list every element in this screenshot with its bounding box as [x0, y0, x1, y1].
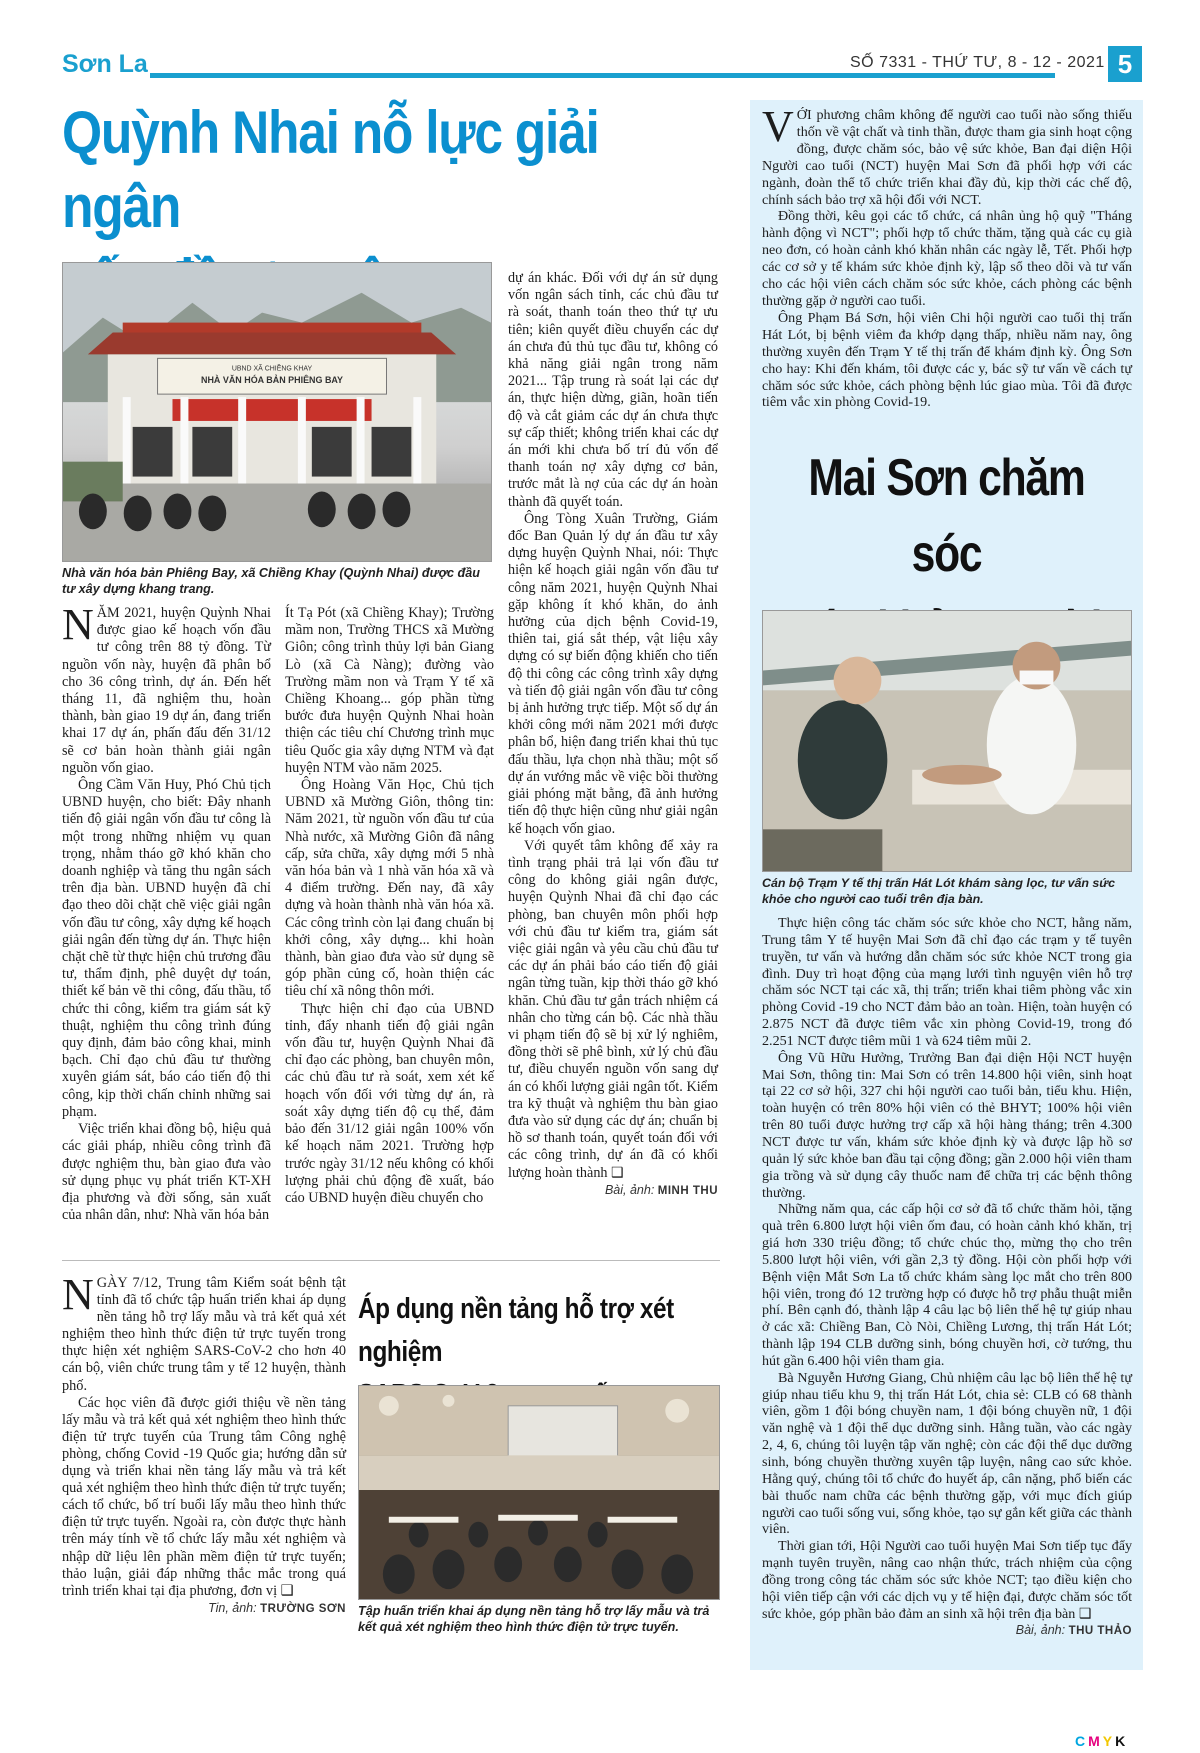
article3-byline: Bài, ảnh: THU THẢO [1015, 1623, 1132, 1638]
paragraph: Thời gian tới, Hội Người cao tuổi huyện Mai Sơn tiếp tục đẩy mạnh tuyên truyền, nâng cao nhận thức, trách nhiệm của cộng đồng trong công tác chăm sóc sức khỏe NCT; tạo điều kiện cho hội viên tiếp cận với các dịch vụ y tế hiện đại, được chăm sóc tốt sức khỏe, góp phần bảo đảm an sinh xã hội trên địa bàn ❑ [762, 1538, 1132, 1622]
paragraph: Ông Tòng Xuân Trường, Giám đốc Ban Quản lý dự án đầu tư xây dựng huyện Quỳnh Nhai, nói: Thực hiện kế hoạch giải ngân vốn đầu tư công năm 2021, huyện Quỳnh Nhai gặp không ít khó khăn, do ảnh hưởng của dịch bệnh Covid-19, thiên tai, giá sắt thép, vật liệu xây dựng có sự biến động khiến cho tiến độ thi công các công trình xây dựng và tiến độ giải ngân vốn đầu tư công bị ảnh hưởng trực tiếp. Một số dự án khởi công mới năm 2021 mới được phân bổ, hiện đang triển khai thủ tục đấu thầu, lựa chọn nhà thầu; một số dự án vướng mắc về việc bồi thường giải phóng mặt bằng, đã ảnh hưởng tiến độ thực hiện cũng như giải ngân kế hoạch vốn giao. [508, 510, 718, 837]
article2-caption: Tập huấn triển khai áp dụng nền tảng hỗ trợ lấy mẫu và trả kết quả xét nghiệm theo hình thức điện tử trực tuyến. [358, 1604, 710, 1634]
paragraph: Ông Phạm Bá Sơn, hội viên Chi hội người cao tuổi thị trấn Hát Lót, bị bệnh viêm đa khớp dạng thấp, nhiều năm nay, ông thường xuyên đến Trạm Y tế thị trấn để khám định kỳ. Ông Sơn cho hay: Khi đến khám, tôi được các y, bác sỹ tư vấn về cách tự chăm sóc sức khỏe, cách phòng bệnh lúc giao mùa. Tôi đã được tiêm vắc xin phòng Covid-19. [762, 309, 1132, 411]
paragraph: VỚI phương châm không để người cao tuổi nào sống thiếu thốn về vật chất và tinh thần, được tham gia sinh hoạt cộng đồng, được chăm sóc, bảo vệ sức khỏe, Ban đại diện Hội Người cao tuổi (NCT) huyện Mai Sơn đã phối hợp với các ngành, đoàn thể tổ chức triển khai đầy đủ, kịp thời các chế độ, chính sách bảo trợ xã hội đối với NCT. [762, 102, 1132, 208]
drop-cap: N [62, 1270, 94, 1319]
article3-caption: Cán bộ Trạm Y tế thị trấn Hát Lót khám sàng lọc, tư vấn sức khỏe cho người cao tuổi trên địa bàn. [762, 876, 1116, 906]
paragraph: Đồng thời, kêu gọi các tổ chức, cá nhân ủng hộ quỹ "Tháng hành động vì NCT"; phối hợp tổ chức thăm, tặng quà các cụ già neo đơn, có hoàn cảnh khó khăn nhân các ngày lễ, Tết. Phối hợp các cơ sở y tế khám sức khỏe định kỳ, lập sổ theo dõi và tư vấn cho các hội viên cách chăm sóc sức khỏe, cách phòng các bệnh thường gặp ở người cao tuổi. [762, 208, 1132, 309]
paragraph: Ít Tạ Pót (xã Chiềng Khay); Trường mầm non, Trường THCS xã Mường Giôn; công trình thủy lợi bản Giang Lò (xã Cà Nàng); đường vào Trường mầm non và Trạm Y tế xã Chiềng Khoang... góp phần từng bước đưa huyện Quỳnh Nhai hoàn thiện các tiêu chí Chương trình mục tiêu Quốc gia xây dựng NTM và đạt huyện NTM vào năm 2025. [285, 605, 494, 776]
article2-body [62, 1270, 346, 1618]
cmyk-k: K [1115, 1733, 1129, 1749]
cultural-house-image [63, 263, 491, 561]
section-name: Sơn La [62, 50, 148, 78]
headline-line: Áp dụng nền tảng hỗ trợ xét nghiệm [358, 1293, 674, 1368]
story-divider [62, 1260, 720, 1261]
cmyk-y: Y [1102, 1733, 1116, 1749]
article1-column-2 [285, 605, 494, 1207]
paragraph: Các học viên đã được giới thiệu về nền tảng lấy mẫu và trả kết quả xét nghiệm theo hình thức điện tử trực tuyến của Trung tâm Công nghệ phòng, chống Covid -19 Quốc gia; hướng dẫn sử dụng và triển khai nền tảng lấy mẫu và trả kết quả xét nghiệm theo hình thức điện tử trực tuyến; cách tổ chức, bố trí buổi lấy mẫu theo hình thức điện tử trực tuyến. Ngoài ra, còn được thực hành trên máy tính về tổ chức lấy mẫu xét nghiệm và nhập dữ liệu lên phần mềm điện tử trực tuyến; thảo luận, giải đáp những thắc mắc trong quá trình triển khai tại địa phương, đơn vị ❑ [62, 1394, 346, 1599]
headline-line: Quỳnh Nhai nỗ lực giải ngân [62, 99, 599, 240]
issue-info: SỐ 7331 - THỨ TƯ, 8 - 12 - 2021 [850, 54, 1105, 71]
paragraph: Ông Vũ Hữu Hưởng, Trưởng Ban đại diện Hội NCT huyện Mai Sơn, thông tin: Mai Sơn có trên 14.800 hội viên, sinh hoạt tại 22 cơ sở hội, 327 chi hội người cao tuổi bản, tiểu khu. Hiện, toàn huyện có trên 80% hội viên có thẻ BHYT; 100% hội viên trên 80 tuổi được hưởng trợ cấp xã hội hàng tháng; trên 4.300 NCT được tư vấn, khám sức khỏe định kỳ và được lập hồ sơ quản lý sức khỏe ban đầu tại cộng đồng; gần 2.000 hội viên tham gia trồng và sử dụng cây thuốc nam để chữa trị các bệnh thông thường. [762, 1049, 1132, 1201]
article2-photo [358, 1385, 720, 1600]
paragraph: Những năm qua, các cấp hội cơ sở đã tổ chức thăm hỏi, tặng quà trên 6.800 lượt hội viên ốm đau, có hoàn cảnh khó khăn, trị giá hơn 330 triệu đồng; tổ chức chúc thọ, mừng thọ cho trên 5.800 lượt hội viên, với gần 2,3 tỷ đồng. Hội còn phối hợp với Bệnh viện Mắt Sơn La tổ chức khám sàng lọc mắt cho trên 800 hội viên, trong đó 12 trường hợp có được hỗ trợ phẫu thuật miễn phí. Bên cạnh đó, thành lập 4 câu lạc bộ liên thế hệ tự giúp nhau ở các xã: Chiềng Ban, Cò Nòi, Chiềng Lương, thị trấn Hát Lót; thành lập 194 CLB dưỡng sinh, bóng chuyền hơi, cờ tướng, thu hút gần 6.400 hội viên tham gia. [762, 1201, 1132, 1369]
training-hall-image [359, 1386, 719, 1599]
paragraph: Bà Nguyễn Hương Giang, Chủ nhiệm câu lạc bộ liên thế hệ tự giúp nhau tiểu khu 9, thị trấn Hát Lót, chia sẻ: CLB có 68 thành viên, gồm 1 đội bóng chuyền nam, 1 đội bóng chuyền nữ, 1 đội văn nghệ và 1 đội thể dục dưỡng sinh. Hằng tuần, vào các ngày 2, 4, 6, chúng tôi luyện tập văn nghệ; còn các đội thể dục dưỡng sinh, bóng chuyền thường xuyên tập luyện, nâng cao sức khỏe. Hằng quý, chúng tôi tổ chức đo huyết áp, cân nặng, phổ biến các bài thuốc nam chữa các bệnh thường gặp, với mục đích giúp người cao tuổi sống vui, sống khỏe, tạo sự gắn kết giữa các thành viên. [762, 1369, 1132, 1538]
health-check-image [763, 611, 1131, 871]
sign-text: UBND XÃ CHIỀNG KHAY [231, 365, 313, 373]
article3-photo [762, 610, 1132, 872]
paragraph: Ông Hoàng Văn Học, Chủ tịch UBND xã Mường Giôn, thông tin: Năm 2021, từ nguồn vốn đầu tư của Nhà nước, xã Mường Giôn đã nâng cấp, sửa chữa, xây dựng mới 5 nhà văn hóa bản và 1 nhà văn hóa xã và 4 điểm trường. Đến nay, đã xây dựng và hoàn thành nhà văn hóa xã. Các công trình còn lại đang chuẩn bị khởi công, xây dựng... khi hoàn thành, bàn giao đưa vào sử dụng sẽ góp phần củng cố, hoàn thiện các tiêu chí xã nông thôn mới. [285, 777, 494, 1000]
drop-cap: V [762, 102, 794, 151]
article3-body [762, 915, 1132, 1640]
sign-text: NHÀ VĂN HÓA BẢN PHIÊNG BAY [201, 375, 344, 386]
article1-caption: Nhà văn hóa bản Phiêng Bay, xã Chiềng Khay (Quỳnh Nhai) được đầu tư xây dựng khang trang. [62, 566, 480, 596]
paragraph: Thực hiện công tác chăm sóc sức khỏe cho NCT, hằng năm, Trung tâm Y tế huyện Mai Sơn đã chỉ đạo các trạm y tế tuyên truyền, tư vấn và hướng dẫn chăm sóc sức khỏe NCT trong gia đình. Duy trì hoạt động của mạng lưới tình nguyện viên hỗ trợ chăm sóc NCT tại các xã, thị trấn; triển khai tiêm phòng vắc xin phòng Covid -19 cho NCT đảm bảo an toàn. Hiện, toàn huyện có 2.875 NCT đã được tiêm vắc xin phòng Covid-19, trong đó 2.251 NCT được tiêm mũi 1 và 624 tiêm mũi 2. [762, 915, 1132, 1049]
article3-intro [762, 102, 1132, 411]
paragraph: Thực hiện chỉ đạo của UBND tỉnh, đẩy nhanh tiến độ giải ngân vốn đầu tư, huyện Quỳnh Nhai đã chỉ đạo các phòng, ban chuyên môn, các chủ đầu tư rà soát, xem xét kế hoạch vốn đối với từng dự án, rà soát xây dựng tiến độ cụ thể, đảm bảo đến 31/12 giải ngân 100% vốn kế hoạch năm 2021. Trường hợp trước ngày 31/12 nếu không có khối lượng phải chủ động đề xuất, báo cáo UBND huyện điều chuyển cho [285, 1000, 494, 1206]
paragraph: Ông Cầm Văn Huy, Phó Chủ tịch UBND huyện, cho biết: Đây nhanh tiến độ giải ngân vốn đầu tư công là một trong những nhiệm vụ quan trọng, nhằm tháo gỡ khó khăn cho doanh nghiệp và tăng thu ngân sách trên địa bàn. UBND huyện đã chỉ đạo theo dõi chặt chẽ việc giải ngân vốn đầu tư công, xây dựng kế hoạch giải ngân đến từng dự án. Thực hiện chặt chẽ từ thực hiện chủ trương đầu tư, thẩm định, phê duyệt dự toán, thiết kế bản vẽ thi công, đấu thầu, tổ chức thi công, kiểm tra giám sát kỹ thuật, nghiệm thu công trình đúng quy định, đảm bảo công khai, minh bạch. Chỉ đạo chủ đầu tư thường xuyên giám sát, báo cáo tiến độ thi công, kịp thời chấn chỉnh những sai phạm. [62, 777, 271, 1120]
drop-cap: N [62, 600, 94, 649]
article1-column-3 [508, 270, 718, 1200]
article1-byline: Bài, ảnh: MINH THU [604, 1182, 718, 1197]
paragraph: dự án khác. Đối với dự án sử dụng vốn ngân sách tỉnh, các chủ đầu tư rà soát, thanh toán theo thứ tự ưu tiên; kiên quyết điều chuyển các dự án chưa đủ thủ tục đầu tư, không có khả năng giải ngân trong năm 2021... Tập trung rà soát lại các dự án, thực hiện dừng, giãn, hoãn tiến độ và cắt giảm các dự án chưa thực sự cấp thiết; không triển khai các dự án mới khi chưa bố trí đủ vốn để thanh toán nợ xây dựng cơ bản, trước mắt là nợ của các dự án hoàn thành đã quyết toán. [508, 270, 718, 510]
article1-photo [62, 262, 492, 562]
cmyk-marker [1075, 1733, 1128, 1749]
headline-line: Mai Sơn chăm sóc [808, 449, 1085, 583]
paragraph: NGÀY 7/12, Trung tâm Kiểm soát bệnh tật tỉnh đã tổ chức tập huấn triển khai áp dụng nền tảng hỗ trợ lấy mẫu và trả kết quả xét nghiệm theo hình thức điện tử trực tuyến trong thực hiện xét nghiệm SARS-CoV-2 cho hơn 40 cán bộ, viên chức trung tâm y tế 12 huyện, thành phố. [62, 1270, 346, 1394]
paragraph: NĂM 2021, huyện Quỳnh Nhai được giao kế hoạch vốn đầu tư công trên 88 tỷ đồng. Từ nguồn vốn này, huyện đã phân bổ cho 36 công trình, dự án. Đến hết tháng 11, đã nghiệm thu, hoàn thành, bàn giao 19 dự án, đang triển khai 17 dự án, phấn đấu đến 31/12 sẽ cơ bản hoàn thành giải ngân nguồn vốn giao. [62, 600, 271, 776]
cmyk-c: C [1075, 1733, 1089, 1749]
header-rule [150, 73, 1055, 78]
cmyk-m: M [1088, 1733, 1103, 1749]
paragraph: Với quyết tâm không để xảy ra tình trạng phải trả lại vốn đầu tư công do không giải ngân được, huyện Quỳnh Nhai đã chỉ đạo các phòng, ban chuyên môn phối hợp với chủ đầu tư kiểm tra, giám sát việc giải ngân và yêu cầu chủ đầu tư các dự án phải báo cáo tiến độ giải ngân từng tuần, kịp thời tháo gỡ khó khăn. Chủ đầu tư gắn trách nhiệm cá nhân cho từng cán bộ. Các nhà thầu vi phạm tiến độ sẽ bị xử lý nghiêm, đồng thời sẽ phê bình, xử lý chủ đầu tư, điều chuyển nguồn vốn sang dự án có khối lượng giải ngân tốt. Kiểm tra kỹ thuật và nghiệm thu bàn giao đưa vào sử dụng các dự án; chuẩn bị hồ sơ thanh toán, quyết toán đối với các công trình, dự án đã có khối lượng hoàn thành ❑ [508, 837, 718, 1181]
paragraph: Việc triển khai đồng bộ, hiệu quả các giải pháp, nhiều công trình đã được nghiệm thu, bàn giao đưa vào sử dụng phục vụ phát triển KT-XH địa phương và đời sống, sản xuất của nhân dân, như: Nhà văn hóa bản [62, 1121, 271, 1224]
article1-column-1 [62, 600, 271, 1224]
article2-byline: Tin, ảnh: TRƯỜNG SƠN [208, 1600, 346, 1615]
page-number: 5 [1108, 46, 1142, 82]
